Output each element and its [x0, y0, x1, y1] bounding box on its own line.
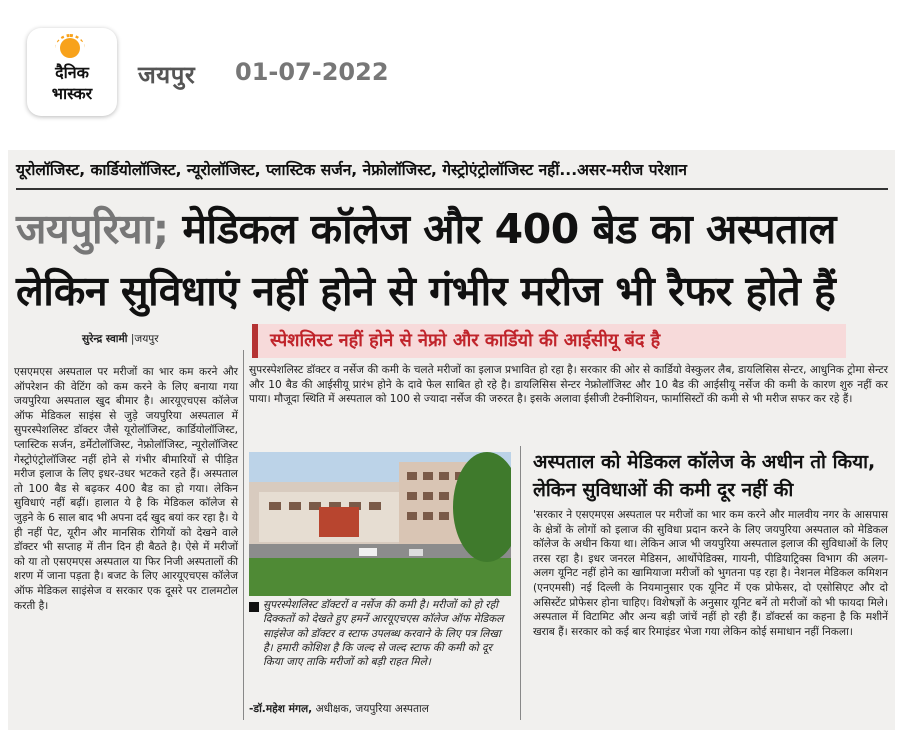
byline-name: सुरेन्द्र स्वामी	[82, 333, 128, 345]
headline-prefix: जयपुरिया;	[16, 205, 169, 253]
left-column-text: एसएमएस अस्पताल पर मरीजों का भार कम करने और ऑपरेशन की वेटिंग को कम करने के लिए बनाया गया जयपुरिया अस्पताल खुद बीमार है। आरयूएचएस कॉलेज ऑफ मेडिकल साइंस से जुड़े जयपुरिया अस्पताल में सुपरस्पेशलिस्ट डॉक्टर जैसे यूरोलॉजिस्ट, कार्डियोलॉजिस्ट, प्लास्टिक सर्जन, डर्मेटोलॉजिस्ट, नेफ्रोलॉजिस्ट, न्यूरोलॉजिस्ट गेस्ट्रोएंट्रोलॉजिस्ट नहीं होने से गंभीर बीमारियों से पीड़ित मरीज इलाज के लिए इधर-उधर भटकते रहते हैं। अस्पताल तो 100 बैड से बढ़कर 400 बैड का हो गया। लेकिन सुविधाएं नहीं बढ़ीं। हालात ये है कि मेडिकल कॉलेज से जुड़ने के 6 साल बाद भी अपना दर्द खुद बयां कर रहा है। ये ही नहीं पेट, यूरीन और मानसिक रोगियों को देखने वाले डॉक्टर भी सप्ताह में तीन दिन ही बैठते है। ऐसे में मरीजों को या तो एसएमएस अस्पताल या फिर निजी अस्पतालों की शरण में जाना पड़ता है। बजट के लिए आरयूएचएस कॉलेज ऑफ मेडिकल साइंसेज व सरकार एक दूसरे पर टालमटोल करती है।	[14, 366, 238, 612]
quote-name: -डॉ.महेश मंगल,	[249, 703, 313, 715]
hospital-building-image	[249, 452, 511, 596]
kicker-line: यूरोलॉजिस्ट, कार्डियोलॉजिस्ट, न्यूरोलॉजिस्ट, प्लास्टिक सर्जन, नेफ्रोलॉजिस्ट, गेस्ट्रोएंट्रोलॉजिस्ट नहीं...असर-मरीज परेशान	[16, 161, 688, 179]
byline-place: |जयपुर	[130, 333, 159, 345]
top-paragraph: सुपरस्पेशलिस्ट डॉक्टर व नर्सेज की कमी के चलते मरीजों का इलाज प्रभावित हो रहा है। सरकार की ओर से कार्डियो वेस्कुलर लैब, डायलिसिस सेन्टर, आधुनिक ट्रोमा सेन्टर और 10 बैड की आईसीयू प्रारंभ होने के दावे फेल साबित हो रहे है। डायलिसिस सेन्टर नेफ्रोलॉजिस्ट और 10 बैड की आईसीयू नर्सेज की कमी के कारण शुरु नहीं कर पाया। मौजूदा स्थिति में अस्पताल को 100 से ज्यादा नर्सेज की जरुरत है। इसके अलावा ईसीजी टेक्नीशियन, फार्मासिस्टों की कमी से भी मरीज सफर कर रहे हैं।	[249, 364, 888, 406]
headline-line2: लेकिन सुविधाएं नहीं होने से गंभीर मरीज भी रैफर होते हैं	[16, 267, 836, 315]
headline-line1-text: मेडिकल कॉलेज और 400 बेड का अस्पताल	[168, 205, 836, 253]
headline-line1	[16, 198, 892, 260]
news-header	[0, 0, 901, 140]
side-paragraph: 'सरकार ने एसएमएस अस्पताल पर मरीजों का भार कम करने और मालवीय नगर के आसपास के क्षेत्रों के लोगों को इलाज की सुविधा प्रदान करने के लिए जयपुरिया अस्पताल को मेडिकल कॉलेज के अधीन किया था। लेकिन आज भी जयपुरिया अस्पताल इलाज की सुविधाओं के लिए तरस रहा है। इधर जनरल मेडिसन, आर्थोपेडिक्स, गायनी, पीडियाट्रिक्स विभाग की अलग-अलग यूनिट नहीं होने का खामियाजा मरीजों को भुगतना पड़ रहा है। नेशनल मेडिकल कमिशन (एनएमसी) नई दिल्ली के नियमानुसार एक यूनिट में एक प्रोफेसर, दो एसोसिएट और दो असिस्टेंट प्रोफेसर होना चाहिए। विशेषज्ञों के अनुसार यूनिट बनें तो मरीजों को भी फायदा मिले। अस्पताल में विटामिट और अन्य बड़ी जांचें नहीं हो रही हैं। डॉक्टर्स का कहना है कि मशीनें खराब हैं। सरकार को कई बार रिमाइंडर भेजा गया लेकिन कोई समाधान नहीं निकला।	[533, 509, 888, 638]
byline	[82, 332, 159, 346]
column-divider-right	[520, 446, 521, 720]
dainik-bhaskar-logo[interactable]	[27, 28, 117, 116]
hospital-photo	[249, 452, 511, 596]
column-divider-left	[243, 350, 244, 720]
quote-attribution	[249, 702, 429, 716]
quote-role: अधीक्षक, जयपुरिया अस्पताल	[312, 703, 429, 715]
subheadline-bar: स्पेशलिस्ट नहीं होने से नेफ्रो और कार्डियो की आईसीयू बंद है	[252, 324, 846, 358]
sun-icon	[60, 38, 80, 58]
edition-date: 01-07-2022	[235, 58, 389, 86]
newspaper-clipping[interactable]	[8, 150, 895, 730]
side-headline: अस्पताल को मेडिकल कॉलेज के अधीन तो किया, लेकिन सुविधाओं की कमी दूर नहीं की	[533, 451, 876, 501]
edition-city: जयपुर	[138, 61, 196, 89]
caption-bullet-icon	[249, 602, 259, 612]
headline	[16, 198, 892, 322]
logo-text-line1: दैनिक	[55, 63, 89, 82]
photo-caption-quote: सुपरस्पेशलिस्ट डॉक्टरों व नर्सेज की कमी है। मरीजों को हो रही दिक्कतों को देखते हुए हमनें आरयूएचएस कॉलेज ऑफ मेडिकल साइंसेज को डॉक्टर व स्टाफ उपलब्ध करवाने के लिए पत्र लिखा है। हमारी कोशिश है कि जल्द से जल्द स्टाफ की कमी को दूर किया जाए ताकि मरीजों को बड़ी राहत मिले।	[263, 599, 504, 669]
kicker-divider	[16, 188, 888, 190]
logo-text-line2: भास्कर	[51, 84, 93, 103]
